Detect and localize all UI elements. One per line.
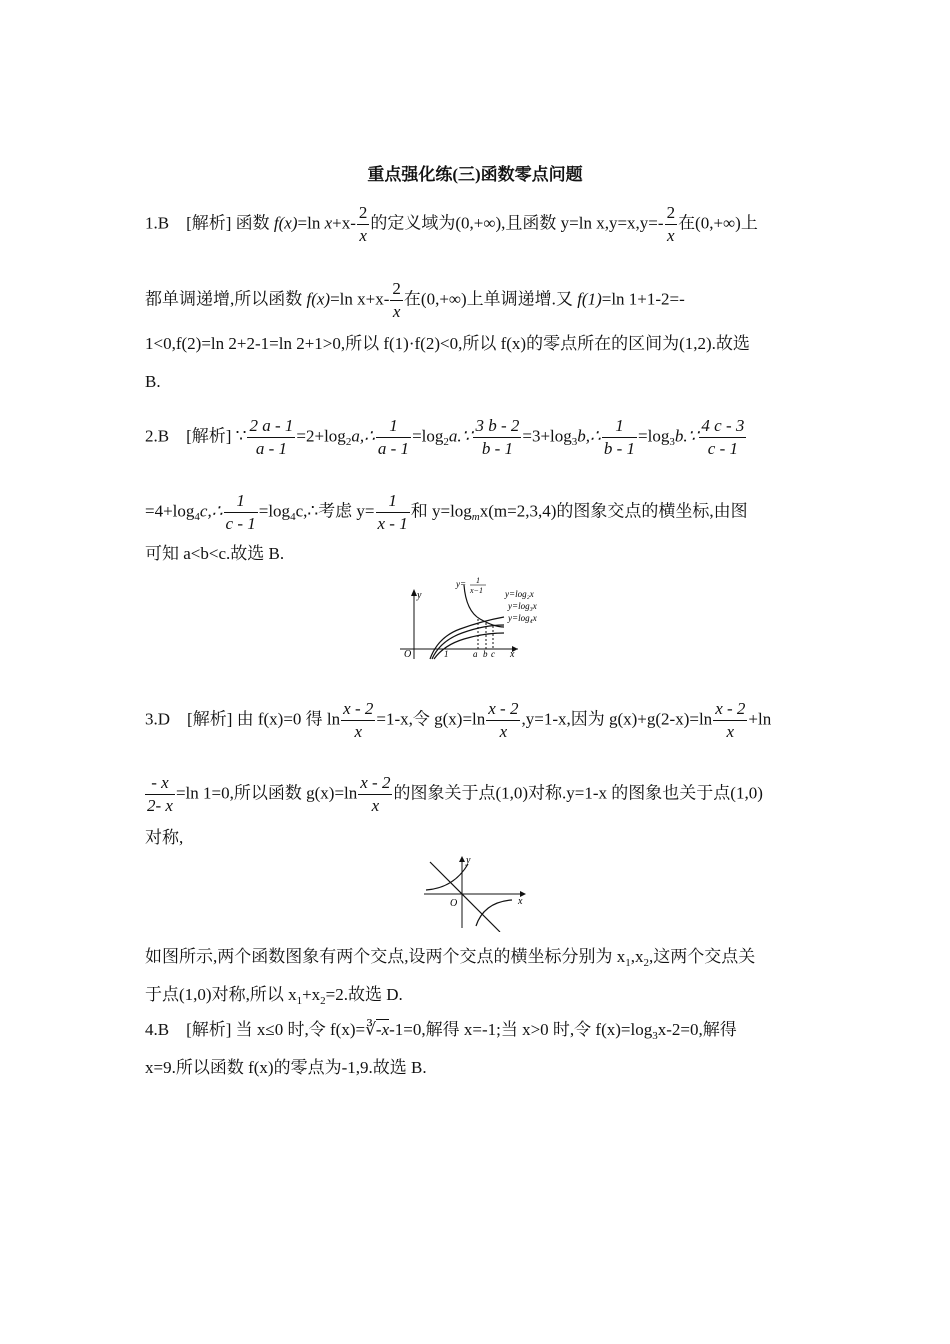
radicand: -x bbox=[375, 1020, 390, 1039]
p1-line4: B. bbox=[145, 372, 161, 391]
y-arrow-icon bbox=[459, 856, 465, 862]
reciprocal-label-den: x−1 bbox=[470, 586, 483, 595]
numerator: 2 bbox=[357, 202, 370, 225]
numerator: 1 bbox=[224, 490, 258, 513]
text: 于点(1,0)对称,所以 x bbox=[145, 985, 297, 1004]
denominator: 2- x bbox=[147, 796, 173, 815]
subscript: 1 bbox=[625, 957, 631, 969]
numerator: 2 a - 1 bbox=[247, 415, 295, 438]
log3-label: y=log₃x bbox=[508, 601, 537, 611]
fraction bbox=[713, 698, 747, 743]
p3b-line2 bbox=[145, 983, 403, 1007]
one-label: 1 bbox=[444, 649, 449, 659]
fraction bbox=[602, 415, 637, 460]
text: +x- bbox=[332, 213, 356, 233]
text: f(x) bbox=[306, 289, 331, 309]
text: =ln bbox=[297, 213, 325, 233]
line-y-1-x bbox=[430, 862, 500, 932]
text: =2+log bbox=[296, 426, 346, 446]
denominator: b - 1 bbox=[481, 439, 513, 458]
fraction bbox=[390, 278, 403, 323]
log-curves-figure bbox=[400, 575, 560, 660]
page-title: 重点强化练(三)函数零点问题 bbox=[367, 165, 583, 184]
p3-line1 bbox=[145, 698, 772, 741]
p4-line1 bbox=[145, 1018, 737, 1042]
subscript: 2 bbox=[443, 436, 449, 449]
subscript: 2 bbox=[643, 957, 649, 969]
text: x bbox=[324, 213, 333, 233]
p1-line3: 1<0,f(2)=ln 2+2-1=ln 2+1>0,所以 f(1)·f(2)<0,所以 f(x)的零点所在的区间为(1,2).故选 bbox=[145, 334, 750, 353]
text: 4.B [解析] 当 x≤0 时,令 f(x)= bbox=[145, 1020, 366, 1039]
text: =4+log bbox=[145, 501, 195, 521]
numerator: x - 2 bbox=[486, 698, 520, 721]
numerator: 2 bbox=[665, 202, 678, 225]
numerator: x - 2 bbox=[713, 698, 747, 721]
text: 的图象关于点(1,0)对称.y=1-x 的图象也关于点(1,0) bbox=[393, 783, 763, 803]
denominator: x bbox=[354, 722, 363, 741]
text: 如图所示,两个函数图象有两个交点,设两个交点的横坐标分别为 x bbox=[145, 947, 626, 966]
subscript: 4 bbox=[194, 511, 200, 524]
subscript: 2 bbox=[320, 995, 326, 1007]
p3-line2 bbox=[145, 772, 763, 815]
numerator: 2 bbox=[390, 278, 403, 301]
p4-line2: x=9.所以函数 f(x)的零点为-1,9.故选 B. bbox=[145, 1058, 427, 1077]
text: 3.D [解析] 由 f(x)=0 得 ln bbox=[145, 709, 341, 729]
text: =1-x,令 g(x)=ln bbox=[376, 709, 486, 729]
text: b.∵ bbox=[674, 426, 699, 446]
reciprocal-label-num: 1 bbox=[476, 576, 480, 585]
text: ,y=1-x,因为 g(x)+g(2-x)=ln bbox=[521, 709, 713, 729]
x-axis-label: x bbox=[518, 896, 523, 907]
subscript: 3 bbox=[571, 436, 578, 449]
text: 的定义域为(0,+∞),且函数 bbox=[370, 213, 561, 233]
fraction bbox=[247, 415, 295, 460]
fraction bbox=[376, 415, 411, 460]
fraction bbox=[473, 415, 521, 460]
y-axis-label: y bbox=[466, 855, 471, 866]
text: =2.故选 D. bbox=[325, 985, 403, 1004]
denominator: x bbox=[667, 226, 675, 245]
fraction bbox=[376, 490, 410, 535]
text: f(x) bbox=[273, 213, 298, 233]
text: =ln 1+1-2=- bbox=[601, 289, 685, 309]
text: -1=0,解得 x=-1;当 x>0 时,令 f(x)=log bbox=[389, 1020, 653, 1039]
cube-root-icon: ∛ bbox=[365, 1020, 376, 1039]
text: a.∵ bbox=[448, 426, 473, 446]
subscript: 1 bbox=[296, 995, 303, 1007]
fraction bbox=[486, 698, 520, 743]
log4-label: y=log₄x bbox=[508, 613, 537, 623]
numerator: x - 2 bbox=[358, 772, 392, 795]
text: x-2=0,解得 bbox=[657, 1020, 737, 1039]
denominator: b - 1 bbox=[603, 439, 636, 458]
p2-line1 bbox=[145, 415, 747, 458]
p2-line3: 可知 a<b<c.故选 B. bbox=[145, 544, 285, 563]
denominator: x bbox=[499, 722, 508, 741]
numerator: x - 2 bbox=[341, 698, 375, 721]
fraction bbox=[358, 772, 392, 817]
subscript: m bbox=[471, 511, 480, 524]
fraction bbox=[341, 698, 375, 743]
fraction bbox=[145, 772, 175, 817]
text: 2.B [解析] ∵ bbox=[145, 426, 247, 446]
text: 在(0,+∞)上单调递增.又 bbox=[403, 289, 578, 309]
text: y=ln x,y=x,y=- bbox=[560, 213, 664, 233]
x-axis-label: x bbox=[510, 649, 515, 660]
y-axis-label: y bbox=[417, 590, 422, 601]
subscript: 4 bbox=[290, 511, 296, 524]
numerator: 1 bbox=[602, 415, 637, 438]
text: =ln 1=0,所以函数 g(x)=ln bbox=[175, 783, 358, 803]
numerator: 1 bbox=[376, 415, 411, 438]
symmetry-figure bbox=[420, 852, 530, 932]
numerator: - x bbox=[145, 772, 175, 795]
denominator: c - 1 bbox=[225, 514, 256, 533]
text: =ln x+x- bbox=[330, 289, 390, 309]
denominator: x bbox=[359, 226, 367, 245]
text: 在(0,+∞)上 bbox=[678, 213, 758, 233]
origin-label: O bbox=[450, 898, 458, 909]
text: ,这两个交点关 bbox=[649, 947, 756, 966]
numerator: 3 b - 2 bbox=[473, 415, 521, 438]
fraction bbox=[665, 202, 678, 247]
text: ,x bbox=[630, 947, 644, 966]
p3b-line1 bbox=[145, 945, 755, 969]
denominator: a - 1 bbox=[255, 439, 288, 458]
text: =log bbox=[638, 426, 670, 446]
subscript: 3 bbox=[669, 436, 675, 449]
text: 1.B [解析] 函数 bbox=[145, 213, 274, 233]
p1-line1 bbox=[145, 202, 758, 245]
p1-line2 bbox=[145, 278, 685, 321]
text: =log bbox=[258, 501, 291, 521]
subscript: 2 bbox=[345, 436, 352, 449]
denominator: x bbox=[371, 796, 380, 815]
denominator: x bbox=[392, 302, 401, 321]
text: =log bbox=[412, 426, 444, 446]
text: f(1) bbox=[577, 289, 602, 309]
numerator: 1 bbox=[376, 490, 410, 513]
fraction bbox=[224, 490, 258, 535]
origin-label: O bbox=[404, 649, 412, 660]
c-label: c bbox=[491, 649, 495, 659]
text: +ln bbox=[748, 709, 772, 729]
text: =3+log bbox=[522, 426, 572, 446]
fraction bbox=[699, 415, 746, 460]
text: c,∴ bbox=[199, 501, 223, 521]
text: 都单调递增,所以函数 bbox=[145, 289, 307, 309]
text: +x bbox=[302, 985, 321, 1004]
text: b,∴ bbox=[577, 426, 601, 446]
numerator: 4 c - 3 bbox=[699, 415, 746, 438]
text: a,∴ bbox=[351, 426, 375, 446]
b-label: b bbox=[483, 649, 488, 659]
denominator: a - 1 bbox=[377, 439, 410, 458]
fraction bbox=[357, 202, 370, 247]
reciprocal-label-y: y= bbox=[456, 579, 467, 589]
p3-line3: 对称, bbox=[145, 828, 184, 847]
denominator: x - 1 bbox=[377, 514, 408, 533]
denominator: c - 1 bbox=[707, 439, 739, 458]
text: x(m=2,3,4)的图象交点的横坐标,由图 bbox=[479, 501, 748, 521]
subscript: 3 bbox=[652, 1030, 658, 1042]
log2-label: y=log₂x bbox=[505, 589, 534, 599]
denominator: x bbox=[726, 722, 735, 741]
a-label: a bbox=[473, 649, 478, 659]
text: 和 y=log bbox=[410, 501, 472, 521]
text: c,∴考虑 y= bbox=[295, 501, 375, 521]
p2-line2 bbox=[145, 490, 748, 533]
